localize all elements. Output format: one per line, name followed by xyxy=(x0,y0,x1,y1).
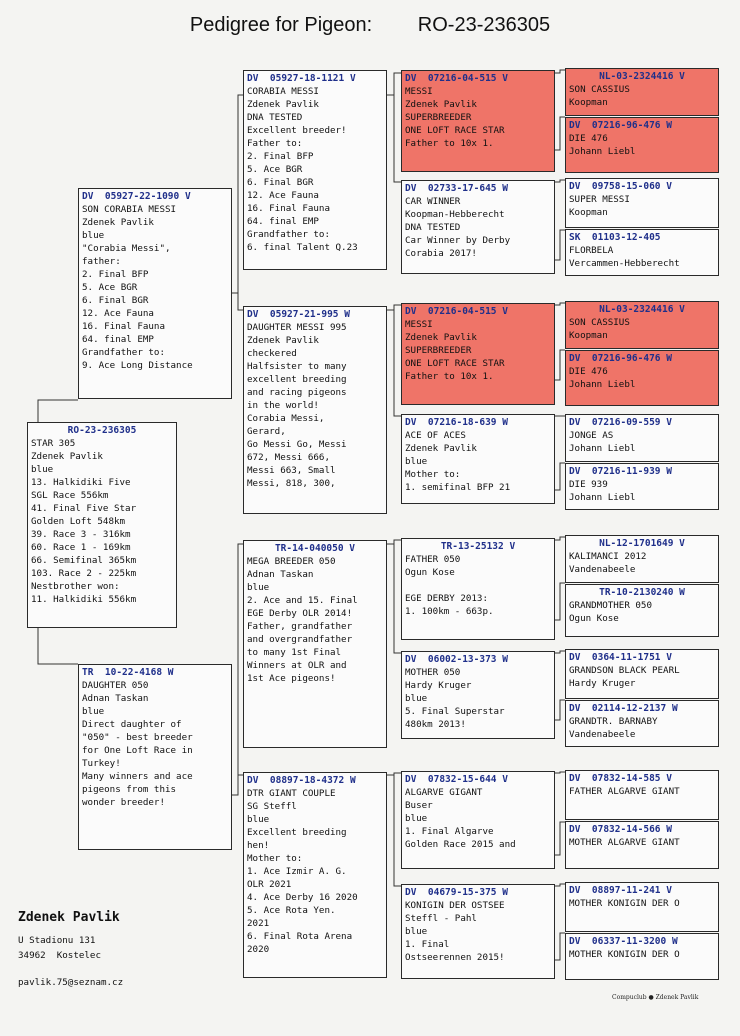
pigeon-info-line: Zdenek Pavlik xyxy=(405,332,477,343)
pigeon-info-line: Ogun Kose xyxy=(569,613,619,624)
pigeon-card-sd xyxy=(243,306,387,514)
ring-number: DV 07216-04-515 V xyxy=(405,306,508,317)
pigeon-info-line: 11. Halkidiki 556km xyxy=(31,594,137,605)
pigeon-card-g8 xyxy=(565,463,719,510)
pigeon-info-line: 5. Ace Rota Yen. xyxy=(247,905,336,916)
pigeon-info-line: DIE 476 xyxy=(569,133,608,144)
pigeon-info-line: CORABIA MESSI xyxy=(247,86,319,97)
pigeon-info-line: Excellent breeder! xyxy=(247,125,347,136)
pigeon-card-sire xyxy=(78,188,232,399)
pigeon-info-line: Direct daughter of xyxy=(82,719,182,730)
pigeon-info-line: Father to 10x 1. xyxy=(405,371,494,382)
pigeon-info-line: SUPERBREEDER xyxy=(405,345,472,356)
pigeon-info-line: ONE LOFT RACE STAR xyxy=(405,125,505,136)
pigeon-card-dds xyxy=(401,771,555,869)
ring-number: RO-23-236305 xyxy=(67,425,137,436)
pigeon-card-g7 xyxy=(565,414,719,462)
pigeon-info-line: DIE 476 xyxy=(569,366,608,377)
pigeon-info-line: SUPERBREEDER xyxy=(405,112,472,123)
pigeon-info-line: Adnan Taskan xyxy=(247,569,314,580)
pigeon-card-g16 xyxy=(565,933,719,980)
pigeon-card-dsd xyxy=(401,651,555,739)
pigeon-info-line: CAR WINNER xyxy=(405,196,461,207)
ring-number: NL-12-1701649 V xyxy=(599,538,685,549)
pigeon-info-line: 2020 xyxy=(247,944,270,955)
pigeon-info-line: 13. Halkidiki Five xyxy=(31,477,131,488)
owner-name: Zdenek Pavlik xyxy=(18,910,120,925)
pigeon-info-line: Johann Liebl xyxy=(569,379,636,390)
pigeon-card-dd xyxy=(243,772,387,978)
pigeon-info-line: DNA TESTED xyxy=(247,112,303,123)
pigeon-info-line: Adnan Taskan xyxy=(82,693,149,704)
pigeon-info-line: Zdenek Pavlik xyxy=(405,443,477,454)
pigeon-info-line: DAUGHTER MESSI 995 xyxy=(247,322,347,333)
pigeon-card-g2 xyxy=(565,117,719,173)
pigeon-info-line: 2. Ace and 15. Final xyxy=(247,595,358,606)
pigeon-card-g4 xyxy=(565,229,719,276)
pigeon-card-sdd xyxy=(401,414,555,504)
pigeon-info-line: Koopman xyxy=(569,330,608,341)
pigeon-info-line: 1st Ace pigeons! xyxy=(247,673,336,684)
pigeon-info-line: to many 1st Final xyxy=(247,647,342,658)
pigeon-info-line: wonder breeder! xyxy=(82,797,165,808)
ring-number: DV 05927-21-995 W xyxy=(247,309,350,320)
pigeon-info-line: checkered xyxy=(247,348,297,359)
pigeon-card-g13 xyxy=(565,770,719,820)
pigeon-info-line: 2. Final BFP xyxy=(82,269,149,280)
pigeon-info-line: in the world! xyxy=(247,400,319,411)
ring-number: DV 07216-96-476 W xyxy=(569,353,672,364)
pigeon-info-line: 103. Race 2 - 225km xyxy=(31,568,137,579)
pigeon-card-g1 xyxy=(565,68,719,116)
pigeon-card-g14 xyxy=(565,821,719,869)
pigeon-info-line: MOTHER KONIGIN DER O xyxy=(569,949,680,960)
pigeon-info-line: GRANDMOTHER 050 xyxy=(569,600,652,611)
pigeon-info-line: 64. final EMP xyxy=(82,334,154,345)
pigeon-info-line: 1. Final xyxy=(405,939,450,950)
pigeon-card-g9 xyxy=(565,535,719,583)
pigeon-info-line: Johann Liebl xyxy=(569,492,636,503)
pigeon-info-line: ACE OF ACES xyxy=(405,430,466,441)
pigeon-info-line: Zdenek Pavlik xyxy=(31,451,103,462)
ring-number: SK 01103-12-405 xyxy=(569,232,661,243)
pigeon-info-line: MESSI xyxy=(405,86,433,97)
pigeon-info-line: 2. Final BFP xyxy=(247,151,314,162)
pigeon-info-line: 480km 2013! xyxy=(405,719,466,730)
ring-number: TR-13-25132 V xyxy=(440,541,516,552)
pigeon-info-line: GRANDTR. BARNABY xyxy=(569,716,658,727)
ring-number: DV 07216-18-639 W xyxy=(405,417,508,428)
pigeon-info-line: ONE LOFT RACE STAR xyxy=(405,358,505,369)
ring-number: DV 05927-22-1090 V xyxy=(82,191,191,202)
pigeon-info-line: Go Messi Go, Messi xyxy=(247,439,347,450)
pigeon-info-line: 60. Race 1 - 169km xyxy=(31,542,131,553)
pigeon-info-line: blue xyxy=(82,706,105,717)
ring-number: TR-10-2130240 W xyxy=(599,587,685,598)
pigeon-info-line: blue xyxy=(405,693,428,704)
ring-number: DV 02733-17-645 W xyxy=(405,183,508,194)
pigeon-info-line: MOTHER KONIGIN DER O xyxy=(569,898,680,909)
pigeon-info-line: MEGA BREEDER 050 xyxy=(247,556,336,567)
title-label: Pedigree for Pigeon: xyxy=(189,14,373,36)
ring-number: DV 09758-15-060 V xyxy=(569,181,672,192)
pigeon-card-g5 xyxy=(565,301,719,349)
pigeon-info-line: DAUGHTER 050 xyxy=(82,680,149,691)
pigeon-info-line: Ostseerennen 2015! xyxy=(405,952,505,963)
pigeon-info-line: Golden Loft 548km xyxy=(31,516,126,527)
pigeon-info-line: 6. Final BGR xyxy=(247,177,314,188)
pigeon-info-line: 2021 xyxy=(247,918,270,929)
pigeon-card-ssd xyxy=(401,180,555,274)
ring-number: DV 07216-11-939 W xyxy=(569,466,672,477)
pigeon-info-line: Mother to: xyxy=(405,469,461,480)
pigeon-info-line: SON CASSIUS xyxy=(569,84,630,95)
pigeon-info-line: Father to 10x 1. xyxy=(405,138,494,149)
pigeon-info-line: Many winners and ace xyxy=(82,771,193,782)
pigeon-info-line: Father to: xyxy=(247,138,303,149)
pigeon-info-line: Johann Liebl xyxy=(569,146,636,157)
pigeon-info-line: and overgrandfather xyxy=(247,634,353,645)
pigeon-card-dss xyxy=(401,538,555,640)
pigeon-card-dam xyxy=(78,664,232,850)
pigeon-card-g3 xyxy=(565,178,719,228)
owner-city: 34962 Kostelec xyxy=(18,950,101,961)
pigeon-info-line: 1. semifinal BFP 21 xyxy=(405,482,511,493)
pigeon-info-line: excellent breeding xyxy=(247,374,347,385)
pigeon-info-line: DTR GIANT COUPLE xyxy=(247,788,336,799)
pigeon-info-line: MOTHER 050 xyxy=(405,667,461,678)
pigeon-info-line: Zdenek Pavlik xyxy=(82,217,154,228)
pigeon-info-line: Zdenek Pavlik xyxy=(405,99,477,110)
pigeon-info-line: 4. Ace Derby 16 2020 xyxy=(247,892,358,903)
pigeon-info-line: 39. Race 3 - 316km xyxy=(31,529,131,540)
pigeon-info-line: Zdenek Pavlik xyxy=(247,99,319,110)
ring-number: DV 08897-18-4372 W xyxy=(247,775,356,786)
pigeon-info-line: MOTHER ALGARVE GIANT xyxy=(569,837,680,848)
pigeon-info-line: for One Loft Race in xyxy=(82,745,193,756)
pigeon-info-line: 12. Ace Fauna xyxy=(247,190,319,201)
pigeon-info-line: 5. Ace BGR xyxy=(247,164,303,175)
pigeon-info-line: KONIGIN DER OSTSEE xyxy=(405,900,505,911)
pigeon-info-line: blue xyxy=(82,230,105,241)
pigeon-info-line: DIE 939 xyxy=(569,479,608,490)
owner-email: pavlik.75@seznam.cz xyxy=(18,977,124,988)
pigeon-info-line: Golden Race 2015 and xyxy=(405,839,516,850)
ring-number: TR 10-22-4168 W xyxy=(82,667,174,678)
ring-number: DV 06337-11-3200 W xyxy=(569,936,678,947)
pigeon-info-line: 41. Final Five Star xyxy=(31,503,137,514)
pigeon-info-line: Halfsister to many xyxy=(247,361,347,372)
pigeon-info-line: and racing pigeons xyxy=(247,387,347,398)
pigeon-info-line: 12. Ace Fauna xyxy=(82,308,154,319)
owner-info xyxy=(18,910,123,990)
pigeon-info-line: Koopman xyxy=(569,97,608,108)
pigeon-info-line: FATHER ALGARVE GIANT xyxy=(569,786,680,797)
pigeon-info-line: Steffl - Pahl xyxy=(405,913,477,924)
pigeon-info-line: hen! xyxy=(247,840,270,851)
ring-number: NL-03-2324416 V xyxy=(599,71,685,82)
pigeon-card-sds xyxy=(401,303,555,405)
pigeon-info-line: 1. 100km - 663p. xyxy=(405,606,494,617)
pigeon-info-line: SON CASSIUS xyxy=(569,317,630,328)
pigeon-info-line: Vandenabeele xyxy=(569,729,636,740)
pigeon-info-line: Father, grandfather xyxy=(247,621,353,632)
pigeon-info-line: 6. Final Rota Arena xyxy=(247,931,353,942)
pigeon-info-line: Mother to: xyxy=(247,853,303,864)
pigeon-card-ss xyxy=(243,70,387,270)
ring-number: DV 07216-09-559 V xyxy=(569,417,672,428)
pigeon-info-line: Hardy Kruger xyxy=(569,678,636,689)
pigeon-info-line: Johann Liebl xyxy=(569,443,636,454)
pigeon-info-line: 5. Final Superstar xyxy=(405,706,505,717)
pigeon-card-g15 xyxy=(565,882,719,932)
pigeon-info-line: pigeons from this xyxy=(82,784,177,795)
pigeon-info-line: 16. Final Fauna xyxy=(247,203,330,214)
title-ring-number: RO-23-236305 xyxy=(417,14,551,36)
pigeon-info-line: Grandfather to: xyxy=(247,229,330,240)
pigeon-info-line: MESSI xyxy=(405,319,433,330)
pigeon-card-ds xyxy=(243,540,387,748)
pigeon-info-line: 1. Ace Izmir A. G. xyxy=(247,866,347,877)
pigeon-card-ddd xyxy=(401,884,555,979)
pigeon-info-line: blue xyxy=(405,926,428,937)
pigeon-info-line: GRANDSON BLACK PEARL xyxy=(569,665,680,676)
pigeon-info-line: Nestbrother won: xyxy=(31,581,120,592)
ring-number: DV 07832-14-566 W xyxy=(569,824,672,835)
pigeon-info-line: Corabia 2017! xyxy=(405,248,477,259)
pigeon-info-line: Messi 663, Small xyxy=(247,465,336,476)
pigeon-info-line: Car Winner by Derby xyxy=(405,235,511,246)
pigeon-info-line: Turkey! xyxy=(82,758,121,769)
pigeon-info-line: "050" - best breeder xyxy=(82,732,193,743)
pigeon-info-line: Winners at OLR and xyxy=(247,660,347,671)
pigeon-info-line: Corabia Messi, xyxy=(247,413,325,424)
pigeon-info-line: FATHER 050 xyxy=(405,554,461,565)
pigeon-info-line: 64. final EMP xyxy=(247,216,319,227)
pigeon-info-line: blue xyxy=(405,813,428,824)
pigeon-info-line: Zdenek Pavlik xyxy=(247,335,319,346)
ring-number: DV 05927-18-1121 V xyxy=(247,73,356,84)
pigeon-info-line: OLR 2021 xyxy=(247,879,292,890)
pigeon-info-line xyxy=(405,579,551,592)
pigeon-info-line: SGL Race 556km xyxy=(31,490,109,501)
pigeon-info-line: 6. Final BGR xyxy=(82,295,149,306)
pigeon-info-line: Koopman xyxy=(569,207,608,218)
pigeon-info-line: EGE Derby OLR 2014! xyxy=(247,608,353,619)
pigeon-info-line: 672, Messi 666, xyxy=(247,452,330,463)
pigeon-info-line: Ogun Kose xyxy=(405,567,455,578)
ring-number: DV 02114-12-2137 W xyxy=(569,703,678,714)
pigeon-info-line: STAR 305 xyxy=(31,438,76,449)
pigeon-info-line: 9. Ace Long Distance xyxy=(82,360,193,371)
pigeon-info-line: Messi, 818, 300, xyxy=(247,478,336,489)
pigeon-info-line: SG Steffl xyxy=(247,801,297,812)
ring-number: DV 04679-15-375 W xyxy=(405,887,508,898)
footer-credit: Compuclub ● Zdenek Pavlik xyxy=(612,994,699,1001)
pigeon-info-line: Koopman-Hebberecht xyxy=(405,209,505,220)
pigeon-card-g10 xyxy=(565,584,719,637)
pigeon-info-line: ALGARVE GIGANT xyxy=(405,787,483,798)
pigeon-card-subject xyxy=(27,422,177,628)
ring-number: TR-14-040050 V xyxy=(274,543,356,554)
pigeon-info-line: SUPER MESSI xyxy=(569,194,630,205)
ring-number: DV 08897-11-241 V xyxy=(569,885,672,896)
pigeon-info-line: JONGE AS xyxy=(569,430,614,441)
pigeon-info-line: DNA TESTED xyxy=(405,222,461,233)
pigeon-info-line: SON CORABIA MESSI xyxy=(82,204,177,215)
pigeon-info-line: Grandfather to: xyxy=(82,347,165,358)
pigeon-info-line: "Corabia Messi", xyxy=(82,243,171,254)
pigeon-info-line: blue xyxy=(31,464,54,475)
ring-number: DV 07216-04-515 V xyxy=(405,73,508,84)
pigeon-info-line: Vandenabeele xyxy=(569,564,636,575)
pigeon-info-line: blue xyxy=(247,814,270,825)
pigeon-info-line: KALIMANCI 2012 xyxy=(569,551,647,562)
pigeon-info-line: FLORBELA xyxy=(569,245,614,256)
ring-number: DV 07832-15-644 V xyxy=(405,774,508,785)
pigeon-info-line: 66. Semifinal 365km xyxy=(31,555,137,566)
owner-street: U Stadionu 131 xyxy=(18,935,96,946)
pigeon-info-line: father: xyxy=(82,256,121,267)
pigeon-info-line: blue xyxy=(247,582,270,593)
ring-number: DV 0364-11-1751 V xyxy=(569,652,672,663)
pigeon-info-line: Buser xyxy=(405,800,433,811)
pigeon-card-g11 xyxy=(565,649,719,699)
pigeon-info-line: Gerard, xyxy=(247,426,286,437)
pigeon-card-g6 xyxy=(565,350,719,406)
pigeon-info-line: Hardy Kruger xyxy=(405,680,472,691)
pigeon-info-line: blue xyxy=(405,456,428,467)
pigeon-card-g12 xyxy=(565,700,719,747)
pigeon-card-sss xyxy=(401,70,555,172)
pigeon-info-line: Excellent breeding xyxy=(247,827,347,838)
ring-number: NL-03-2324416 V xyxy=(599,304,685,315)
ring-number: DV 06002-13-373 W xyxy=(405,654,508,665)
pigeon-info-line: Vercammen-Hebberecht xyxy=(569,258,680,269)
pigeon-info-line: 5. Ace BGR xyxy=(82,282,138,293)
pigeon-info-line: 1. Final Algarve xyxy=(405,826,494,837)
pigeon-info-line: EGE DERBY 2013: xyxy=(405,593,488,604)
ring-number: DV 07832-14-585 V xyxy=(569,773,672,784)
ring-number: DV 07216-96-476 W xyxy=(569,120,672,131)
pigeon-info-line: 6. final Talent Q.23 xyxy=(247,242,358,253)
pigeon-info-line: 16. Final Fauna xyxy=(82,321,165,332)
